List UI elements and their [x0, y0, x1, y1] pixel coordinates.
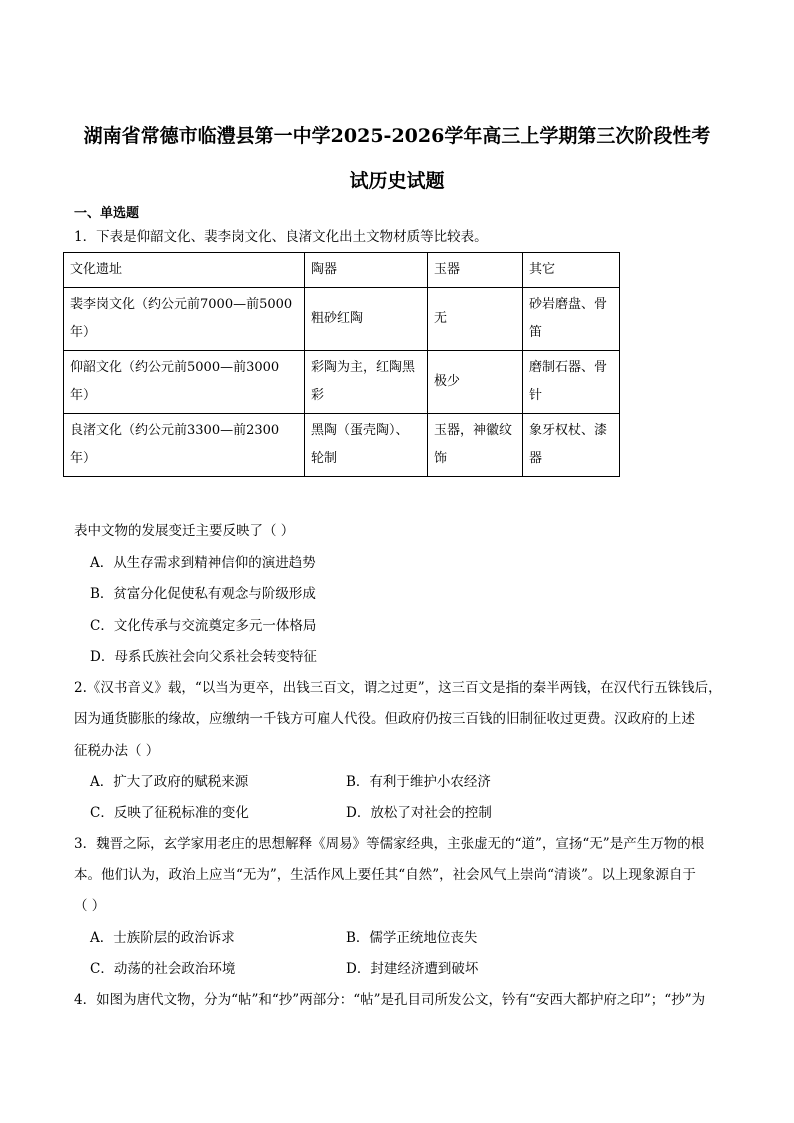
- table-cell: 极少: [428, 351, 523, 414]
- q2-option-c[interactable]: C．反映了征税标准的变化: [90, 805, 249, 821]
- cell-line: 黑陶（蛋壳陶）、: [311, 423, 409, 438]
- cell-line: 磨制石器、骨: [529, 360, 608, 375]
- q1-option-b[interactable]: B．贫富分化促使私有观念与阶级形成: [90, 586, 316, 602]
- exam-title-line2: 试历史试题: [349, 170, 445, 192]
- table-header-row: [64, 253, 620, 288]
- table-header-cell: 其它: [523, 253, 620, 288]
- table-cell: [523, 288, 620, 351]
- cell-line: 器: [529, 451, 543, 466]
- table-cell: [64, 288, 305, 351]
- table-cell: [305, 414, 428, 477]
- q1-question: 表中文物的发展变迁主要反映了（ ）: [74, 523, 295, 539]
- cell-line: 针: [529, 388, 543, 403]
- cell-line: 玉器，神徽纹: [434, 423, 513, 438]
- q3-text-line2: 本。他们认为，政治上应当“无为”，生活作风上要任其“自然”，社会风气上崇尚“清谈”。以上现象源自于: [74, 867, 696, 883]
- cell-line: 饰: [434, 451, 448, 466]
- cell-line: 年）: [70, 325, 97, 340]
- cell-line: 年）: [70, 451, 97, 466]
- table-cell: [428, 414, 523, 477]
- cell-line: 笛: [529, 325, 543, 340]
- cell-line: 象牙权杖、漆: [529, 423, 608, 438]
- table-header-cell: 文化遗址: [64, 253, 305, 288]
- q3-option-a[interactable]: A．士族阶层的政治诉求: [90, 930, 235, 946]
- q2-text-line1: 2.《汉书音义》载，“以当为更卒，出钱三百文，谓之过更”，这三百文是指的秦半两钱，在汉代行五铢钱后，: [74, 680, 722, 696]
- q4-text-line1: 4．如图为唐代文物，分为“帖”和“抄”两部分：“帖”是孔目司所发公文，钤有“安西大都护府之印”；“抄”为: [74, 992, 706, 1008]
- cell-line: 彩陶为主，红陶黑: [311, 360, 416, 375]
- table-cell: 无: [428, 288, 523, 351]
- q1-option-d[interactable]: D．母系氏族社会向父系社会转变特征: [90, 649, 317, 665]
- cell-line: 仰韶文化（约公元前5000—前3000: [70, 360, 280, 375]
- table-cell: [64, 351, 305, 414]
- cell-line: 轮制: [311, 451, 338, 466]
- cell-line: 良渚文化（约公元前3300—前2300: [70, 423, 280, 438]
- section-heading: 一、单选题: [74, 206, 140, 221]
- table-cell: 粗砂红陶: [305, 288, 428, 351]
- q3-option-c[interactable]: C．动荡的社会政治环境: [90, 961, 236, 977]
- cell-line: 裴李岗文化（约公元前7000—前5000: [70, 297, 293, 312]
- exam-title-line1: 湖南省常德市临澧县第一中学2025-2026学年高三上学期第三次阶段性考: [83, 125, 711, 147]
- q3-option-d[interactable]: D．封建经济遭到破坏: [346, 961, 479, 977]
- table-cell: [523, 414, 620, 477]
- q2-text-line3: 征税办法（ ）: [74, 743, 160, 759]
- cell-line: 砂岩磨盘、骨: [529, 297, 608, 312]
- cell-line: 年）: [70, 388, 97, 403]
- q2-option-b[interactable]: B．有利于维护小农经济: [346, 774, 491, 790]
- q2-option-a[interactable]: A．扩大了政府的赋税来源: [90, 774, 249, 790]
- table-cell: [523, 351, 620, 414]
- culture-comparison-table: [63, 252, 620, 477]
- q2-text-line2: 因为通货膨胀的缘故，应缴纳一千钱方可雇人代役。但政府仍按三百钱的旧制征收过更费。汉政府的上述: [74, 711, 695, 727]
- table-cell: [305, 351, 428, 414]
- q3-option-b[interactable]: B．儒学正统地位丧失: [346, 930, 478, 946]
- table-row: [64, 351, 620, 414]
- q3-text-line3: （ ）: [74, 898, 106, 914]
- q1-stem: 1．下表是仰韶文化、裴李岗文化、良渚文化出土文物材质等比较表。: [74, 229, 488, 245]
- table-cell: [64, 414, 305, 477]
- table-row: [64, 414, 620, 477]
- q1-option-c[interactable]: C．文化传承与交流奠定多元一体格局: [90, 618, 317, 634]
- table-row: [64, 288, 620, 351]
- q1-option-a[interactable]: A．从生存需求到精神信仰的演进趋势: [90, 555, 316, 571]
- q3-text-line1: 3．魏晋之际，玄学家用老庄的思想解释《周易》等儒家经典，主张虚无的“道”，宣扬“无”是产生万物的根: [74, 836, 705, 852]
- table-header-cell: 陶器: [305, 253, 428, 288]
- table-header-cell: 玉器: [428, 253, 523, 288]
- cell-line: 彩: [311, 388, 325, 403]
- q2-option-d[interactable]: D．放松了对社会的控制: [346, 805, 492, 821]
